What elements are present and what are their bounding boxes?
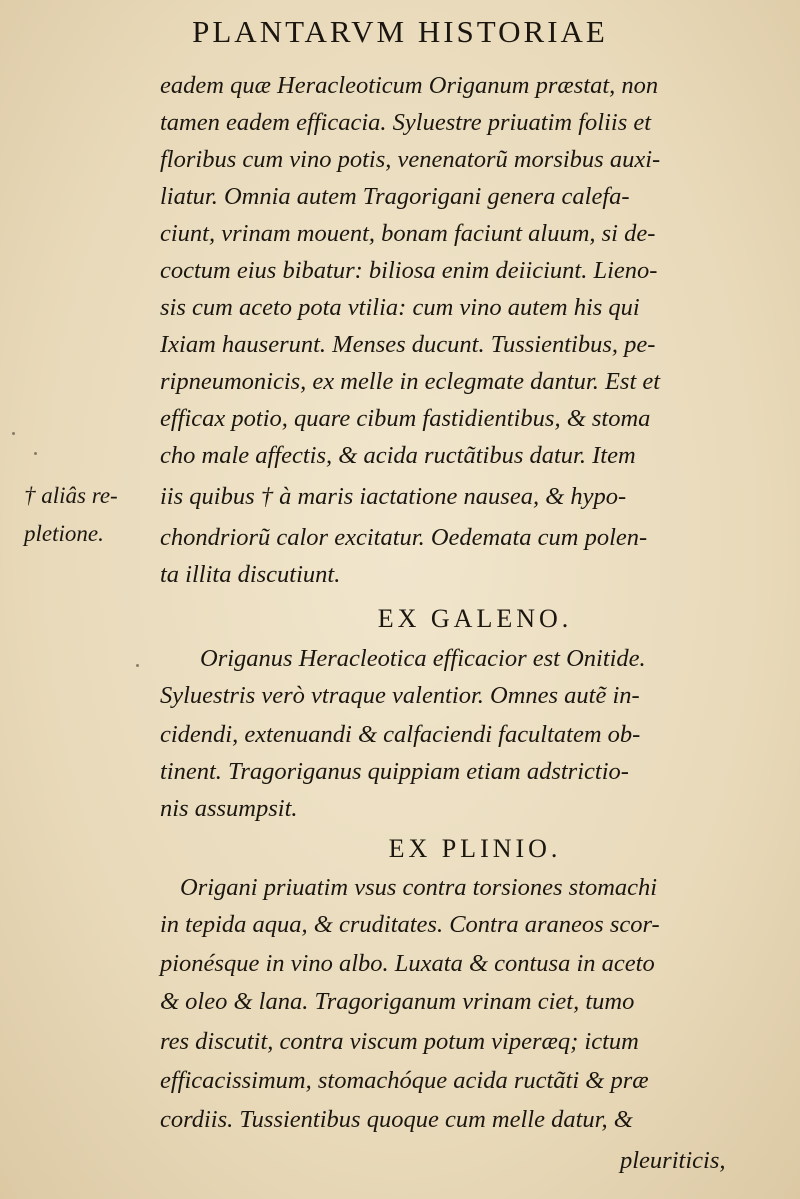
text-line: iis quibus † à maris iactatione nausea, & hypo- — [160, 483, 627, 510]
text-line: cidendi, extenuandi & calfaciendi facultatem ob- — [160, 721, 641, 748]
text-line: Ixiam hauserunt. Menses ducunt. Tussientibus, pe- — [160, 331, 656, 358]
text-line: ta illita discutiunt. — [160, 561, 341, 588]
text-line: tinent. Tragoriganus quippiam etiam adstrictio- — [160, 758, 629, 785]
text-line: cordiis. Tussientibus quoque cum melle datur, & — [160, 1106, 633, 1133]
text-line: coctum eius bibatur: biliosa enim deiiciunt. Lieno- — [160, 257, 658, 284]
text-line: efficacissimum, stomachóque acida ructãti & præ — [160, 1067, 649, 1094]
text-line: sis cum aceto pota vtilia: cum vino autem his qui — [160, 294, 640, 321]
text-line: pionésque in vino albo. Luxata & contusa in aceto — [160, 950, 655, 977]
paper-speck — [136, 664, 139, 667]
text-line: & oleo & lana. Tragoriganum vrinam ciet, tumo — [160, 988, 635, 1015]
section-heading-plinio: EX PLINIO. — [388, 834, 562, 863]
text-line: res discutit, contra viscum potum viperæq; ictum — [160, 1028, 639, 1055]
text-line: cho male affectis, & acida ructãtibus datur. Item — [160, 442, 636, 469]
running-head: PLANTARVM HISTORIAE — [192, 14, 608, 49]
section-heading-galen: EX GALENO. — [377, 604, 573, 633]
text-line: Origani priuatim vsus contra torsiones stomachi — [180, 874, 658, 901]
margin-note-line: † aliâs re- — [24, 483, 118, 508]
catchword-line: pleuriticis, — [620, 1147, 726, 1174]
text-line: chondriorũ calor excitatur. Oedemata cum polen- — [160, 524, 648, 551]
text-line: floribus cum vino potis, venenatorũ morsibus auxi- — [160, 146, 661, 173]
text-line: ripneumonicis, ex melle in eclegmate dantur. Est et — [160, 368, 661, 395]
paper-speck — [12, 432, 15, 435]
text-line: nis assumpsit. — [160, 795, 298, 822]
text-line: efficax potio, quare cibum fastidientibus, & stoma — [160, 405, 651, 432]
text-line: in tepida aqua, & cruditates. Contra araneos scor- — [160, 911, 660, 938]
text-line: eadem quæ Heracleoticum Origanum præstat, non — [160, 72, 659, 99]
paper-speck — [34, 452, 37, 455]
text-line: tamen eadem efficacia. Syluestre priuatim foliis et — [160, 109, 652, 136]
text-line: Origanus Heracleotica efficacior est Onitide. — [200, 645, 646, 672]
margin-note-line: pletione. — [24, 521, 104, 546]
text-line: Syluestris verò vtraque valentior. Omnes autẽ in- — [160, 682, 640, 709]
text-line: liatur. Omnia autem Tragorigani genera calefa- — [160, 183, 630, 210]
text-line: ciunt, vrinam mouent, bonam faciunt aluum, si de- — [160, 220, 656, 247]
